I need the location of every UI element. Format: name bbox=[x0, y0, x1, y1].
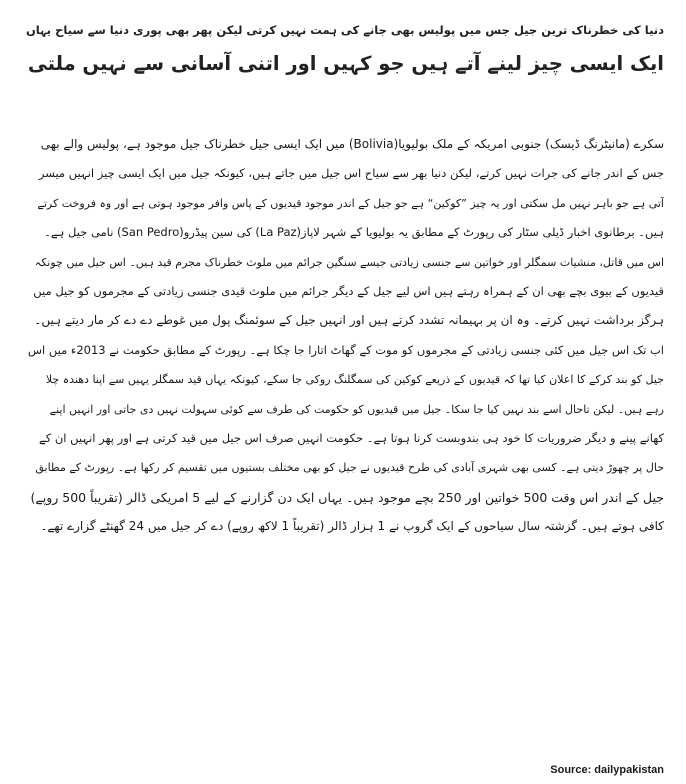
body-line: حال پر چھوڑ دیتی ہے۔ کسی بھی شہری آبادی کی طرح قیدیوں نے جیل کو بھی مختلف بستیوں میں تقسیم کر رکھا ہے۔ رپورٹ کے مطابق bbox=[35, 461, 664, 475]
body-line: ہیں۔ برطانوی اخبار ڈیلی سٹار کی رپورٹ کے مطابق یہ بولیویا کے شہر لاپاز(La Paz) کی سین پیڈرو(San Pedro) نامی جیل ہے۔ bbox=[44, 225, 664, 240]
body-line: سکرے (مانیٹرنگ ڈیسک) جنوبی امریکہ کے ملک بولیویا(Bolivia) میں ایک ایسی جیل خطرناک جیل موجود ہے، پولیس والے بھی bbox=[40, 137, 664, 151]
body-line: کھانے پینے و دیگر ضروریات کا خود ہی بندوبست کرنا ہوتا ہے۔ حکومت انہیں صرف اس جیل میں قید کرتی ہے اور پھر انہیں ان کے bbox=[38, 431, 664, 446]
body-line: قیدیوں کے بیوی بچے بھی ان کے ہمراہ رہتے ہیں اس لیے جیل کے دیگر جرائم میں ملوث قیدی جنسی زیادتی کے مجرموں کو جیل میں bbox=[33, 284, 664, 299]
body-line: اس میں قاتل، منشیات سمگلر اور خواتین سے جنسی زیادتی جیسے سنگین جرائم میں ملوث خطرناک مجرم قید ہیں۔ اس جیل میں چونکہ bbox=[34, 255, 664, 269]
body-line: رہے ہیں۔ لیکن تاحال اسے بند نہیں کیا جا سکا۔ جیل میں قیدیوں کو حکومت کی طرف سے کوئی سہولت نہیں دی جاتی اور انہیں اپنے bbox=[49, 402, 664, 416]
article-body bbox=[24, 130, 664, 542]
body-line: آتی ہے جو باہر نہیں مل سکتی اور یہ چیز ”کوکین“ ہے جو جیل کے اندر موجود قیدیوں کے پاس وافر موجود ہوتی ہے اور وہ فروخت کرتے bbox=[37, 196, 664, 210]
headline-line: دنیا کی خطرناک ترین جیل جس میں پولیس بھی جانے کی ہمت نہیں کرتی لیکن پھر بھی پوری دنیا سے سیاح یہاں bbox=[25, 23, 664, 37]
headline-line: ایک ایسی چیز لینے آتے ہیں جو کہیں اور اتنی آسانی سے نہیں ملتی bbox=[27, 52, 664, 75]
body-line: جس کے اندر جانے کی جرات نہیں کرتے، لیکن دنیا بھر سے سیاح اس جیل میں جاتے ہیں، کیونکہ جیل میں ایک ایسی چیز انہیں میسر bbox=[38, 166, 664, 181]
body-line: ہرگز برداشت نہیں کرتے۔ وہ ان پر بہیمانہ تشدد کرتے ہیں اور انہیں جیل کے سوئمنگ پول میں غوطے دے دے کر مار دیتے ہیں۔ bbox=[34, 313, 664, 328]
source-credit: Source: dailypakistan bbox=[550, 764, 664, 776]
article-headline bbox=[18, 14, 664, 80]
body-line: جیل کو بند کرکے کا اعلان کیا تھا کہ قیدیوں کے ذریعے کوکین کی سمگلنگ روکی جا سکے، کیونکہ یہاں قید سمگلر یہیں سے اپنا دھندہ چلا bbox=[45, 373, 664, 387]
body-line: جیل کے اندر اس وقت 500 خواتین اور 250 بچے موجود ہیں۔ یہاں ایک دن گزارنے کے لیے 5 امریکی ڈالر (تقریباً 500 روپے) bbox=[30, 489, 664, 505]
body-line: اب تک اس جیل میں کئی جنسی زیادتی کے مجرموں کو موت کے گھاٹ اتارا جا چکا ہے۔ رپورٹ کے مطابق حکومت نے 2013ء میں اس bbox=[28, 342, 664, 357]
body-line: کافی ہوتے ہیں۔ گزشتہ سال سیاحوں کے ایک گروپ نے 1 ہزار ڈالر (تقریباً 1 لاکھ روپے) دے کر جیل میں 24 گھنٹے گزارے تھے۔ bbox=[40, 519, 664, 534]
